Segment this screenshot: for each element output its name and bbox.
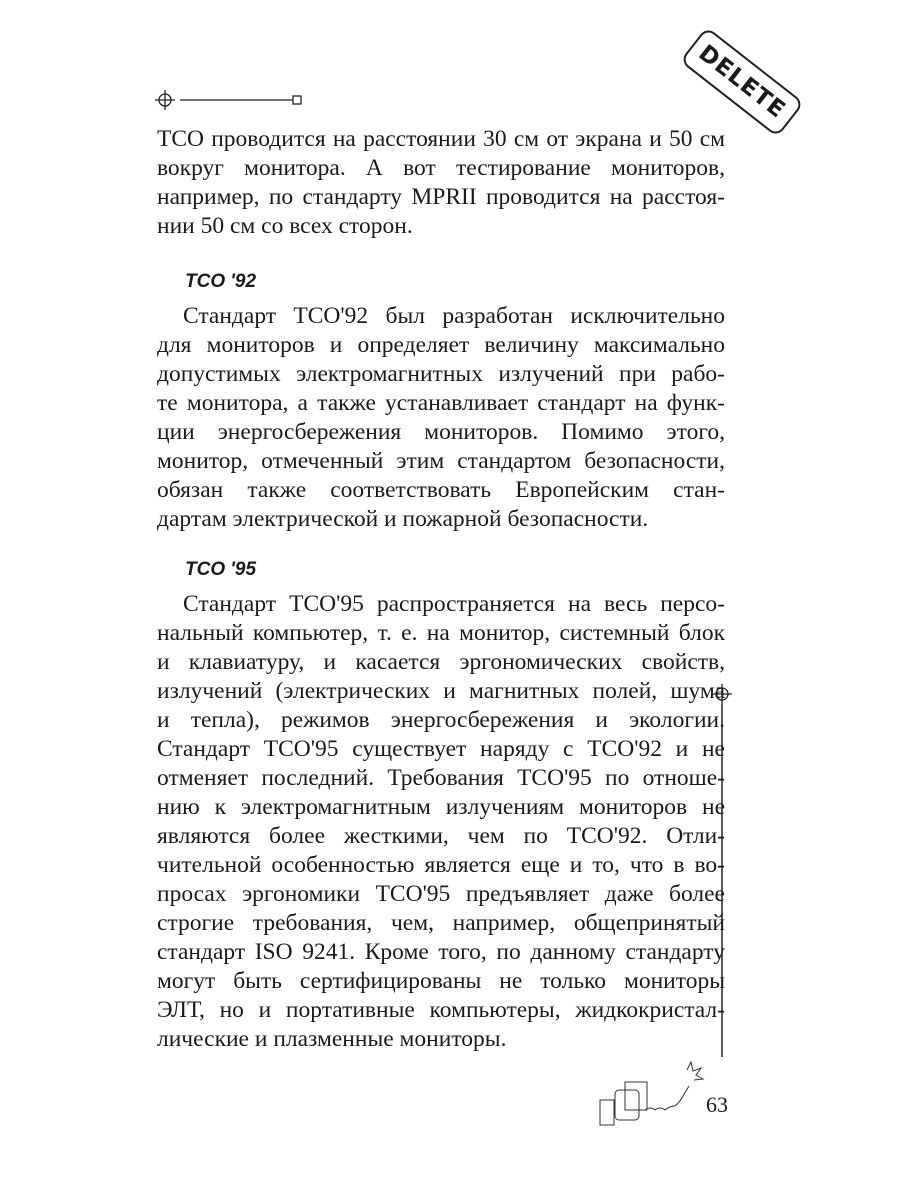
text-line: являются более жесткими, чем по ТСО'92. Отли-: [157, 823, 725, 849]
text-line: нальный компьютер, т. е. на монитор, системный блок: [157, 620, 725, 646]
monitor-illustration-icon: [595, 1060, 705, 1130]
text-line: вокруг монитора. А вот тестирование мониторов,: [157, 155, 725, 181]
crop-mark-icon: [150, 88, 310, 114]
text-line: те монитора, а также устанавливает стандарт на функ-: [157, 390, 725, 416]
page-number: 63: [706, 1092, 728, 1117]
text-line: ЭЛТ, но и портативные компьютеры, жидкокристал-: [157, 997, 725, 1023]
text-line: ТСО проводится на расстоянии 30 см от экрана и 50 см: [157, 126, 725, 152]
text-line: для мониторов и определяет величину максимально: [157, 332, 725, 358]
text-line: стандарт ISO 9241. Кроме того, по данному стандарту: [157, 939, 725, 965]
text-line: Стандарт ТСО'95 существует наряду с ТСО'92 и не: [157, 736, 725, 762]
text-line: и клавиатуру, и касается эргономических свойств,: [157, 649, 725, 675]
heading-tco-92: TCO '92: [185, 271, 257, 292]
text-line: отменяет последний. Требования ТСО'95 по отноше-: [157, 765, 725, 791]
text-line: могут быть сертифицированы не только мониторы: [157, 968, 725, 994]
text-line: чительной особенностью является еще и то, что в во-: [157, 852, 725, 878]
text-line: обязан также соответствовать Европейским стан-: [157, 477, 725, 503]
text-line: Стандарт ТСО'95 распространяется на весь персо-: [183, 591, 725, 617]
text-line: допустимых электромагнитных излучений при рабо-: [157, 361, 725, 387]
text-line: строгие требования, чем, например, общепринятый: [157, 910, 725, 936]
text-line: просах эргономики ТСО'95 предъявляет даже более: [157, 881, 725, 907]
text-line: и тепла), режимов энергосбережения и экологии.: [157, 707, 725, 733]
delete-stamp: DELETE: [680, 26, 805, 137]
text-line: дартам электрической и пожарной безопасности.: [157, 506, 649, 532]
text-line: ции энергосбережения мониторов. Помимо этого,: [157, 419, 725, 445]
text-line: нию к электромагнитным излучениям мониторов не: [157, 794, 725, 820]
text-line: излучений (электрических и магнитных полей, шума: [157, 678, 725, 704]
heading-tco-95: TCO '95: [185, 559, 257, 580]
text-line: например, по стандарту MPRII проводится на расстоя-: [157, 184, 725, 210]
text-line: нии 50 см со всех сторон.: [157, 213, 413, 239]
text-line: монитор, отмеченный этим стандартом безопасности,: [157, 448, 725, 474]
text-line: лические и плазменные мониторы.: [157, 1026, 507, 1052]
text-line: Стандарт ТСО'92 был разработан исключительно: [183, 303, 725, 329]
